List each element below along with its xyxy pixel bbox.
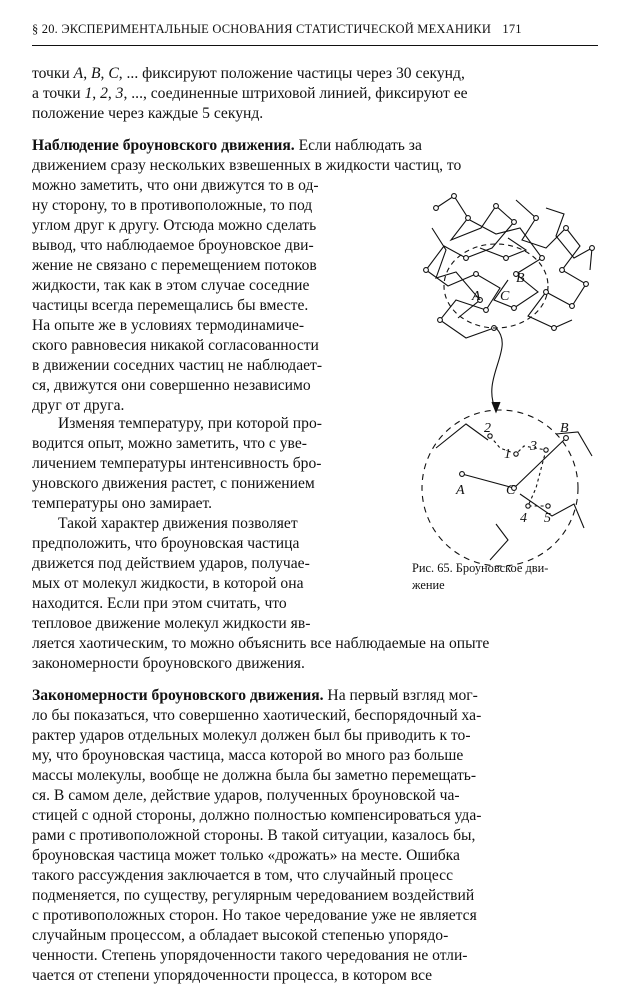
section1-paragraph: можно заметить, что они движутся то в од- ну сторону, то в противоположные, то под углом друг к другу. Отсюда можно сделать вывод, что наблюдаемое броуновское дви- жение не связано с перемещением потоков жидкости, так как в этом случае соседние частицы всегда перемещались бы вместе. На опыте же в условиях термодинамиче- ского равновесия никакой согласованности в движении соседних частиц не наблюдает- ся, движутся они совершенно независимо друг от друга.	[32, 177, 323, 414]
label-2: 2	[484, 421, 491, 436]
intro-paragraph: точки A, B, C, ... фиксируют положение частицы через 30 секунд, а точки 1, 2, 3, ..., соединенные штриховой линией, фиксируют ее положение через каждые 5 секунд.	[32, 65, 468, 122]
brownian-motion-figure	[396, 188, 610, 568]
label-A-top: A	[472, 289, 481, 304]
trajectory-cluster	[426, 196, 592, 338]
label-B-top: B	[516, 271, 525, 286]
header-rule	[32, 45, 598, 46]
label-C: C	[506, 483, 516, 498]
impacts-paragraph-end: ляется хаотическим, то можно объяснить все наблюдаемые на опыте закономерности броуновского движения.	[32, 635, 490, 672]
section1-first-lines: Наблюдение броуновского движения. Если наблюдать за движением сразу нескольких взвешенных в жидкости частиц, то	[32, 137, 462, 174]
label-1: 1	[504, 447, 511, 462]
label-C-top: C	[500, 289, 510, 304]
label-B: B	[560, 421, 569, 436]
trajectory-points	[424, 194, 595, 331]
temperature-paragraph: Изменяя температуру, при которой про- водится опыт, можно заметить, что с уве- личением температуры интенсивность бро- уновского движения растет, с понижением температуры оно замирает.	[32, 415, 322, 512]
magnify-connector	[492, 328, 502, 410]
page-number: 171	[502, 22, 522, 36]
running-header	[32, 22, 598, 37]
impacts-paragraph: Такой характер движения позволяет предположить, что броуновская частица движется под действием ударов, получае- мых от молекул жидкости, в которой она находится. Если при этом считать, что тепловое движение молекул жидкости яв-	[32, 515, 311, 632]
label-4: 4	[520, 511, 527, 526]
section2-paragraph: Закономерности броуновского движения. На первый взгляд мог- ло бы показаться, что совершенно хаотический, беспорядочный ха- рактер ударов отдельных молекул должен был бы приводить к то- му, что броуновская частица, масса которой во много раз больше массы молекулы, вообще не должна была бы заметно перемещать- ся. В самом деле, действие ударов, полученных броуновской ча- стицей с одной стороны, должно полностью компенсироваться уда- рами с противоположной стороны. В такой ситуации, казалось бы, броуновская частица может только «дрожать» на месте. Ошибка такого рассуждения заключается в том, что случайный процесс подменяется, по существу, регулярным чередованием воздействий с противоположных сторон. Но такое чередование уже не является случайным процессом, а обладает высокой степенью упорядо- ченности. Степень упорядоченности такого чередования не отли- чается от степени упорядоченности процесса, в котором все	[32, 687, 482, 984]
section1-heading: Наблюдение броуновского движения.	[32, 137, 295, 154]
magnified-circle	[422, 410, 578, 566]
figure-caption: Рис. 65. Броуновское дви- жение	[412, 561, 549, 592]
label-5: 5	[544, 511, 551, 526]
label-3: 3	[530, 439, 537, 454]
section2-heading: Закономерности броуновского движения.	[32, 687, 324, 704]
fine-dashed-path	[490, 436, 548, 506]
label-A: A	[456, 483, 465, 498]
section-title: § 20. ЭКСПЕРИМЕНТАЛЬНЫЕ ОСНОВАНИЯ СТАТИСТИЧЕСКОЙ МЕХАНИКИ	[32, 22, 492, 36]
